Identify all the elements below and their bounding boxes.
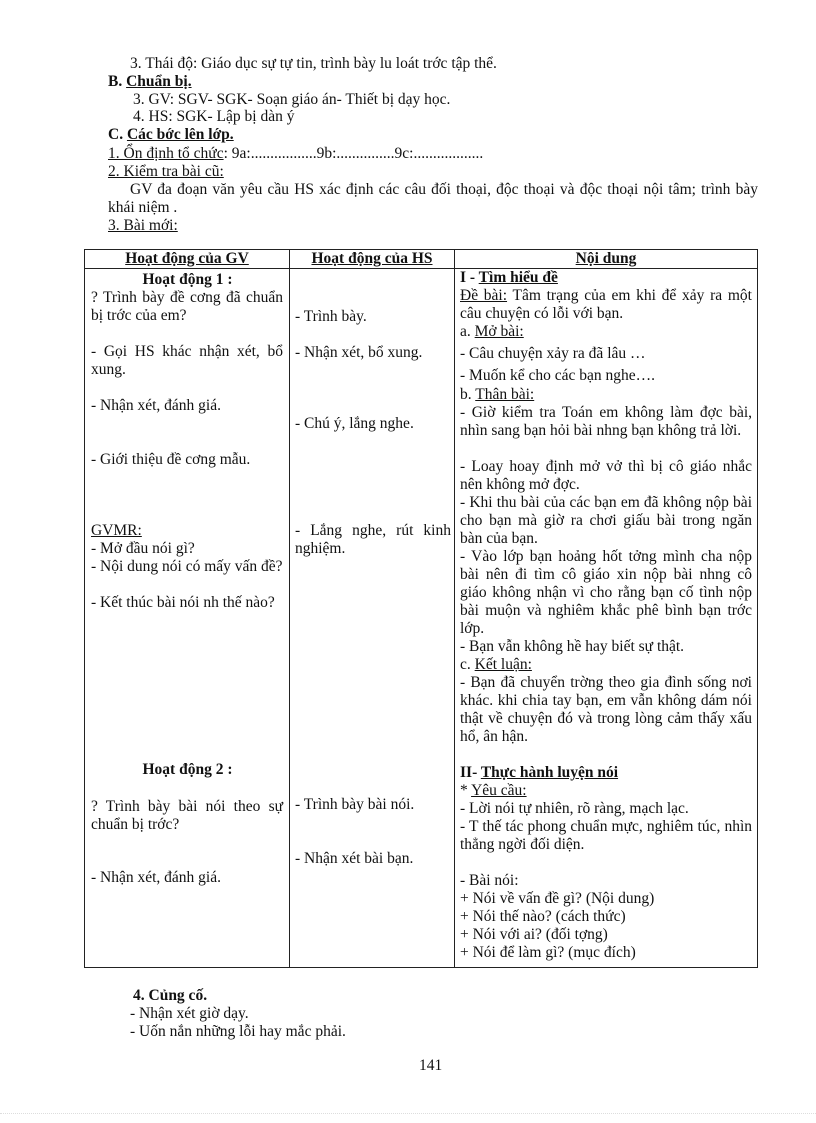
body-prefix: b.	[460, 386, 476, 403]
conclusion-prefix: c.	[460, 656, 475, 673]
teacher-evaluate-1: - Nhận xét, đánh giá.	[91, 397, 221, 414]
gvmr-label: GVMR:	[91, 522, 142, 539]
requirements-heading	[460, 782, 752, 800]
content-column	[455, 269, 758, 968]
opening-label: Mở bài:	[474, 323, 524, 340]
section2-prefix: II-	[460, 764, 481, 781]
opening-prefix: a.	[460, 323, 475, 340]
talk-point-2: + Nói thế nào? (cách thức)	[460, 908, 626, 925]
body-point-4: - Vào lớp bạn hoảng hốt tởng mình cha nộp bài nên đi tìm cô giáo xin nộp bài nhng cô giáo không nhận vì cho rằng bạn cố tình nộp bài muộn và nghiêm khắc phê bình bạn trớc lớp.	[460, 548, 752, 637]
requirement-1: - Lời nói tự nhiên, rõ ràng, mạch lạc.	[460, 800, 689, 817]
teacher-evaluate-2: - Nhận xét, đánh giá.	[91, 869, 221, 886]
hs-prep-line: 4. HS: SGK- Lập bị dàn ý	[133, 108, 295, 125]
lesson-table	[84, 249, 758, 968]
activity2-question: ? Trình bày bài nói theo sự chuẩn bị trớc?	[91, 798, 283, 833]
topic-body: Tâm trạng của em khi để xảy ra một câu chuyện có lỗi với bạn.	[460, 287, 752, 322]
section1-prefix: I -	[460, 269, 479, 286]
conclusion-label: Kết luận:	[474, 656, 532, 673]
consolidate-heading: 4. Củng cố.	[133, 987, 208, 1004]
body-point-3: - Khi thu bài của các bạn em đã không nộp bài cho bạn mà giờ ra chơi giấu bài trong ngăn bàn của bạn.	[460, 494, 752, 547]
talk-point-3: + Nói với ai? (đối tợng)	[460, 926, 608, 943]
section-b-title: Chuẩn bị.	[126, 73, 192, 90]
activity1-title: Hoạt động 1 :	[142, 271, 233, 288]
hs-listen: - Chú ý, lắng nghe.	[295, 415, 414, 432]
section1-heading	[460, 269, 752, 287]
talk-heading: - Bài nói:	[460, 872, 519, 889]
body-heading	[460, 386, 752, 404]
body-point-2: - Loay hoay định mở vở thì bị cô giáo nhắc nên không mở đợc.	[460, 458, 752, 493]
conclusion-heading	[460, 656, 752, 674]
hs-learn: - Lắng nghe, rút kinh nghiệm.	[295, 522, 451, 557]
gvmr-question-1: - Mở đầu nói gì?	[91, 540, 195, 557]
section-c-heading	[108, 126, 234, 144]
step2-label: 2. Kiểm tra bài cũ:	[108, 163, 224, 180]
topic-text	[460, 287, 752, 323]
step1-line	[108, 145, 483, 163]
opening-point-1: - Câu chuyện xảy ra đã lâu …	[460, 345, 646, 362]
activity2-title: Hoạt động 2 :	[142, 761, 233, 778]
section-b-prefix: B.	[108, 73, 127, 90]
consolidate-point-2: - Uốn nắn những lỗi hay mắc phải.	[130, 1023, 346, 1040]
section2-title: Thực hành luyện nói	[480, 764, 619, 781]
requirements-label: Yêu cầu:	[471, 782, 527, 799]
requirement-2: - T thế tác phong chuẩn mực, nghiêm túc, nhìn thẳng ngời đối diện.	[460, 818, 752, 853]
topic-label: Đề bài:	[460, 287, 508, 304]
activity1-question: ? Trình bày đề cơng đã chuẩn bị trớc của em?	[91, 289, 283, 324]
talk-point-1: + Nói về vấn đề gì? (Nội dung)	[460, 890, 655, 907]
attitude-line: 3. Thái độ: Giáo dục sự tự tin, trình bày lu loát trớc tập thể.	[130, 55, 497, 72]
gv-column	[85, 269, 290, 968]
gvmr-question-3: - Kết thúc bài nói nh thế nào?	[91, 594, 275, 611]
body-point-1: - Giờ kiểm tra Toán em không làm đợc bài, nhìn sang bạn hỏi bài nhng bạn không trả lời.	[460, 404, 752, 439]
gvmr-question-2: - Nội dung nói có mấy vấn đề?	[91, 558, 283, 575]
conclusion-point: - Bạn đã chuyển trờng theo gia đình sống nơi khác. khi chia tay bạn, em vẫn không dám nói thật về chuyện đó và trong lòng cảm thấy xấu hổ, ân hận.	[460, 674, 752, 745]
body-label: Thân bài:	[475, 386, 535, 403]
step1-classes: : 9a:.................9b:...............9c:..................	[223, 145, 484, 162]
section-b-heading	[108, 73, 192, 91]
step3-label: 3. Bài mới:	[108, 217, 178, 234]
hs-present-talk: - Trình bày bài nói.	[295, 796, 415, 813]
consolidate-point-1: - Nhận xét giờ dạy.	[130, 1005, 249, 1022]
hs-present: - Trình bày.	[295, 308, 367, 325]
hs-comment: - Nhận xét, bổ xung.	[295, 344, 423, 361]
step1-label: 1. Ổn định tổ chức	[108, 145, 224, 162]
section-c-prefix: C.	[108, 126, 127, 143]
hs-column	[290, 269, 455, 968]
page-number: 141	[419, 1057, 443, 1074]
footer-divider	[0, 1113, 816, 1115]
table-body-row	[85, 269, 758, 968]
hs-comment-talk: - Nhận xét bài bạn.	[295, 850, 414, 867]
step2-text: GV đa đoạn văn yêu cầu HS xác định các câu đối thoại, độc thoại và độc thoại nội tâm; trình bày khái niệm .	[108, 181, 758, 216]
header-hs: Hoạt động của HS	[290, 250, 455, 269]
header-content: Nội dung	[455, 250, 758, 269]
step2-line	[108, 163, 224, 181]
opening-heading	[460, 323, 752, 341]
body-point-5: - Bạn vẫn không hề hay biết sự thật.	[460, 638, 685, 655]
step3-line	[108, 217, 178, 235]
talk-point-4: + Nói để làm gì? (mục đích)	[460, 944, 636, 961]
section2-heading	[460, 764, 752, 782]
gv-prep-line: 3. GV: SGV- SGK- Soạn giáo án- Thiết bị dạy học.	[133, 91, 451, 108]
call-hs-comment: - Gọi HS khác nhận xét, bổ xung.	[91, 343, 283, 378]
header-gv: Hoạt động của GV	[85, 250, 290, 269]
requirements-prefix: *	[460, 782, 472, 799]
section1-title: Tìm hiểu đề	[478, 269, 558, 286]
opening-point-2: - Muốn kể cho các bạn nghe….	[460, 367, 655, 384]
section-c-title: Các bớc lên lớp.	[126, 126, 234, 143]
intro-sample-outline: - Giới thiệu đề cơng mẫu.	[91, 451, 251, 468]
table-header-row	[85, 250, 758, 269]
